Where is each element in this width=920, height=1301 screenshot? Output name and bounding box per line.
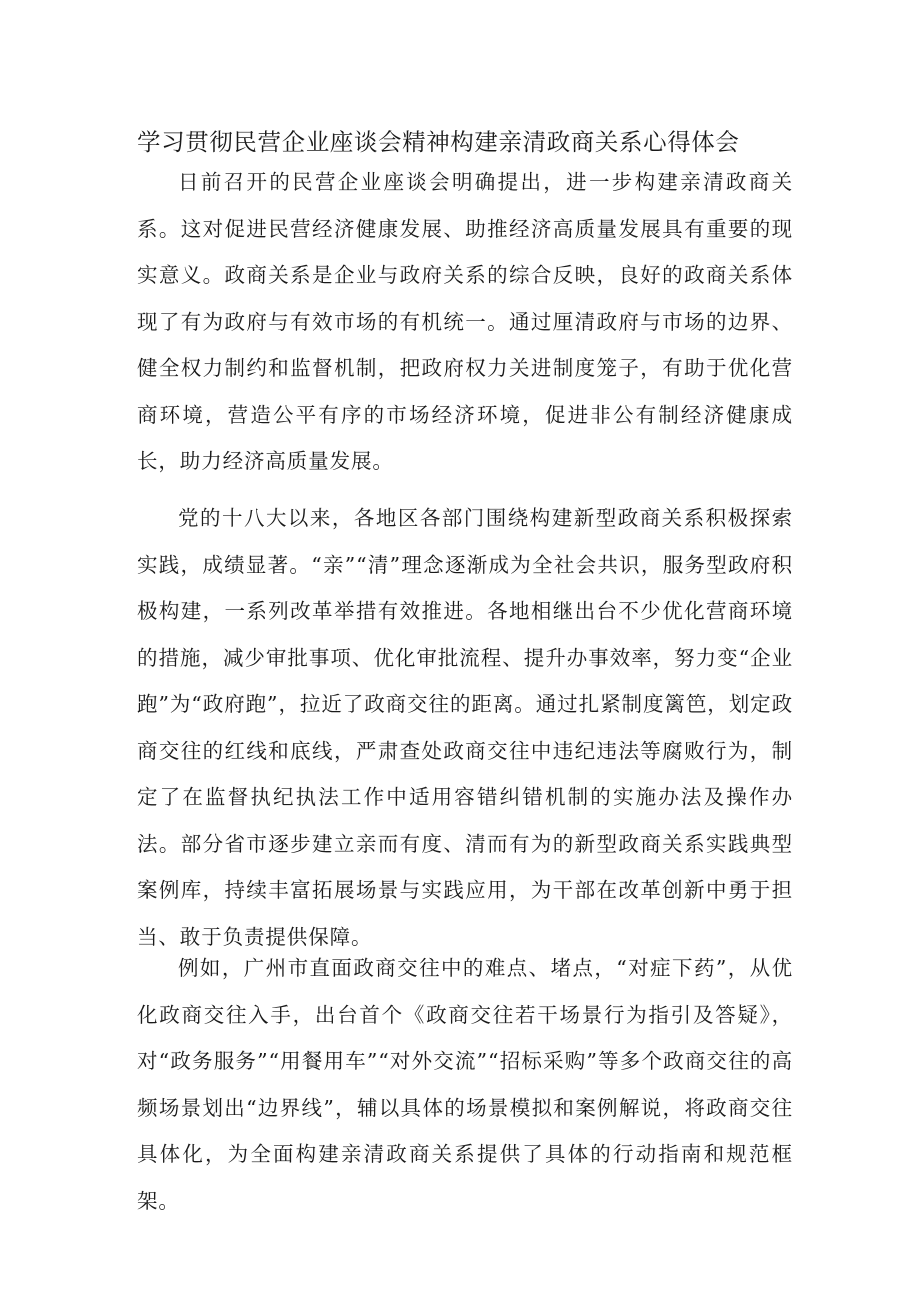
- paragraph-2: 党的十八大以来，各地区各部门围绕构建新型政商关系积极探索实践，成绩显著。“亲”“清”理念逐渐成为全社会共识，服务型政府积极构建，一系列改革举措有效推进。各地相继出台不少优化营商环境的措施，减少审批事项、优化审批流程、提升办事效率，努力变“企业跑”为“政府跑”，拉近了政商交往的距离。通过扎紧制度篱笆，划定政商交往的红线和底线，严肃查处政商交往中违纪违法等腐败行为，制定了在监督执纪执法工作中适用容错纠错机制的实施办法及操作办法。部分省市逐步建立亲而有度、清而有为的新型政商关系实践典型案例库，持续丰富拓展场景与实践应用，为干部在改革创新中勇于担当、敢于负责提供保障。: [137, 506, 793, 949]
- paragraph-1: 日前召开的民营企业座谈会明确提出，进一步构建亲清政商关系。这对促进民营经济健康发展、助推经济高质量发展具有重要的现实意义。政商关系是企业与政府关系的综合反映，良好的政商关系体现了有为政府与有效市场的有机统一。通过厘清政府与市场的边界、健全权力制约和监督机制，把政府权力关进制度笼子，有助于优化营商环境，营造公平有序的市场经济环境，促进非公有制经济健康成长，助力经济高质量发展。: [137, 170, 793, 473]
- paragraph-3: 例如，广州市直面政商交往中的难点、堵点，“对症下药”，从优化政商交往入手，出台首个《政商交往若干场景行为指引及答疑》，对“政务服务”“用餐用车”“对外交流”“招标采购”等多个政商交往的高频场景划出“边界线”，辅以具体的场景模拟和案例解说，将政商交往具体化，为全面构建亲清政商关系提供了具体的行动指南和规范框架。: [137, 956, 793, 1213]
- document-title: 学习贯彻民营企业座谈会精神构建亲清政商关系心得体会: [137, 128, 740, 156]
